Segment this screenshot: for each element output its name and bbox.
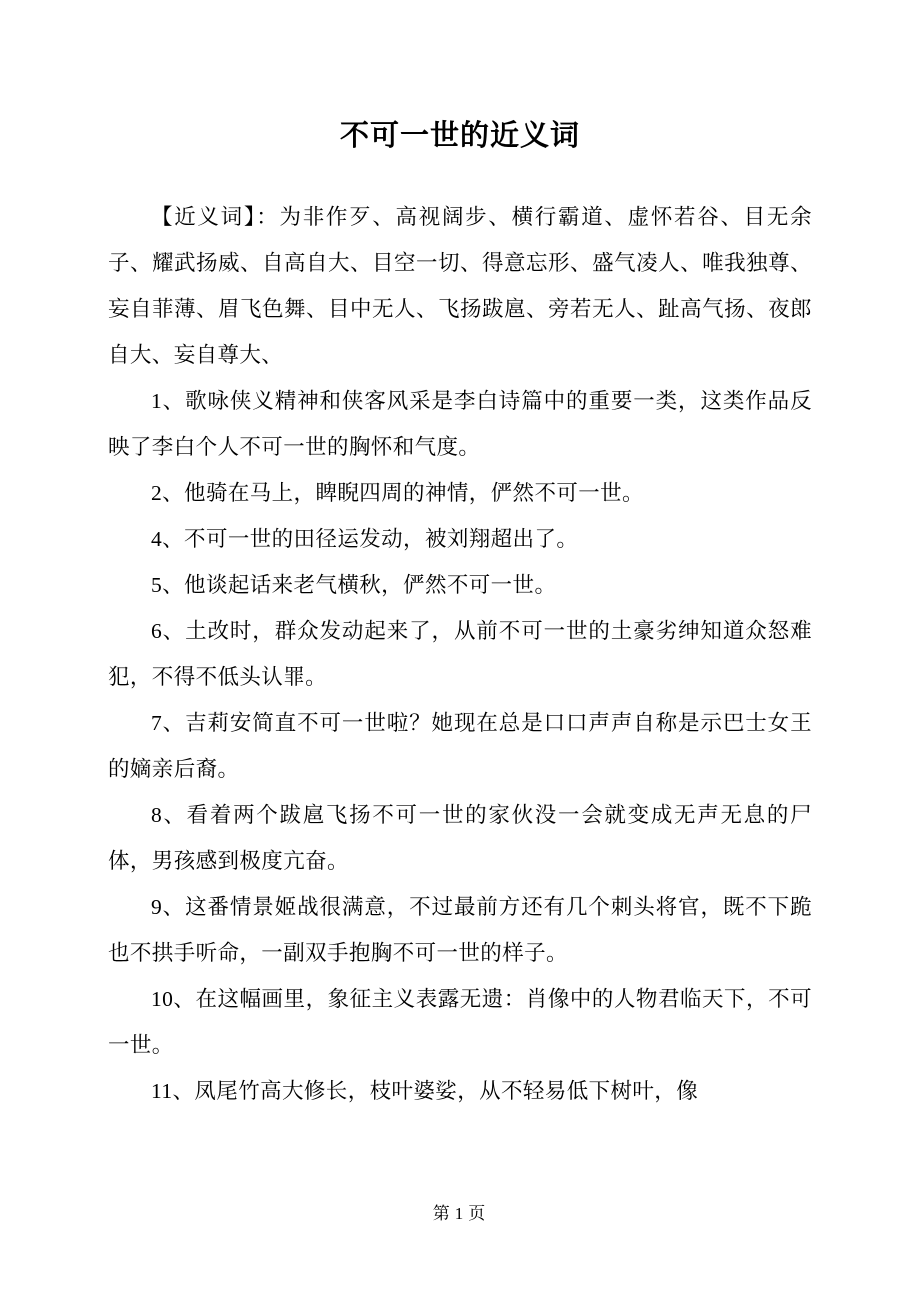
footer-prefix: 第 [432, 1204, 452, 1223]
footer-suffix: 页 [468, 1204, 488, 1223]
page-content [108, 0, 812, 1114]
paragraph-example-6: 6、土改时，群众发动起来了，从前不可一世的土豪劣绅知道众怒难犯，不得不低头认罪。 [108, 618, 812, 689]
document-body [108, 194, 812, 1114]
paragraph-example-1: 1、歌咏侠义精神和侠客风采是李白诗篇中的重要一类，这类作品反映了李白个人不可一世的胸怀和气度。 [108, 388, 812, 459]
paragraph-example-7: 7、吉莉安简直不可一世啦？她现在总是口口声声自称是示巴士女王的嫡亲后裔。 [108, 710, 812, 781]
paragraph-example-5: 5、他谈起话来老气横秋，俨然不可一世。 [151, 572, 557, 597]
footer-page-number: 1 [454, 1204, 466, 1223]
paragraph-example-8: 8、看着两个跋扈飞扬不可一世的家伙没一会就变成无声无息的尸体，男孩感到极度亢奋。 [108, 802, 812, 873]
paragraph-example-11: 11、凤尾竹高大修长，枝叶婆娑，从不轻易低下树叶，像 [151, 1078, 699, 1103]
page-title: 不可一世的近义词 [339, 120, 580, 152]
paragraph-example-9: 9、这番情景姬战很满意，不过最前方还有几个刺头将官，既不下跪也不拱手听命，一副双手抱胸不可一世的样子。 [108, 894, 812, 965]
paragraph-example-2: 2、他骑在马上，睥睨四周的神情，俨然不可一世。 [151, 480, 644, 505]
paragraph-example-10: 10、在这幅画里，象征主义表露无遗：肖像中的人物君临天下，不可一世。 [108, 986, 812, 1057]
paragraph-example-4: 4、不可一世的田径运发动，被刘翔超出了。 [151, 526, 579, 551]
page-footer [0, 1199, 920, 1224]
paragraph-synonyms: 【近义词】：为非作歹、高视阔步、横行霸道、虚怀若谷、目无余子、耀武扬威、自高自大、目空一切、得意忘形、盛气凌人、唯我独尊、妄自菲薄、眉飞色舞、目中无人、飞扬跋扈、旁若无人、趾高气扬、夜郎自大、妄自尊大、 [108, 204, 812, 367]
